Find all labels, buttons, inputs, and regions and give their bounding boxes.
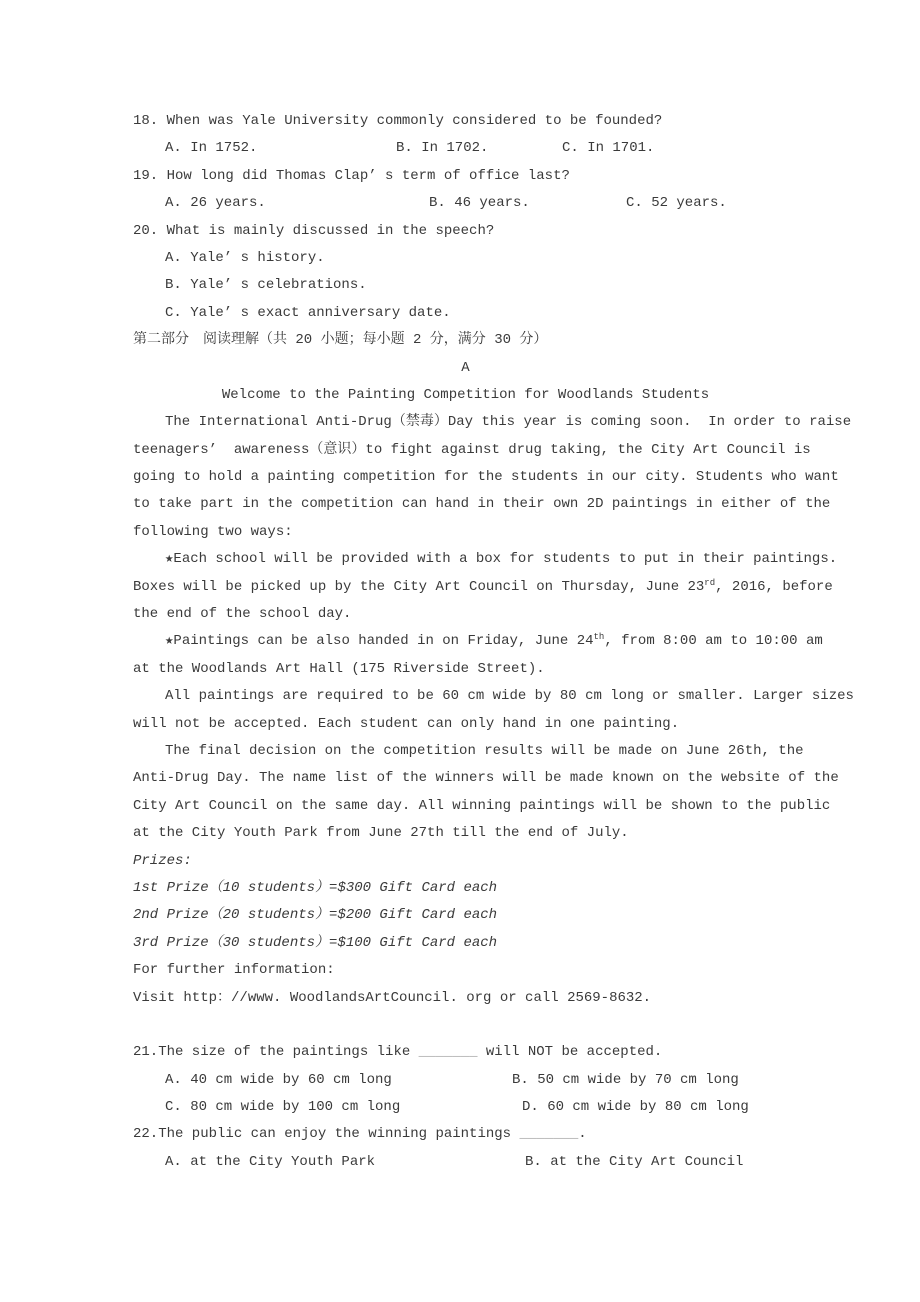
text-line: Boxes will be picked up by the City Art Council on Thursday, June 23rd, 2016, before (133, 577, 833, 595)
text-line: going to hold a painting competition for the students in our city. Students who want (133, 469, 839, 486)
option-item: B. at the City Art Council (525, 1153, 744, 1170)
text-line: ★Paintings can be also handed in on Friday, June 24th, from 8:00 am to 10:00 am (165, 632, 823, 650)
question-20-options (133, 245, 853, 327)
question-20: 20. What is mainly discussed in the speech? (133, 222, 495, 239)
option-item: B. In 1702. (396, 140, 489, 157)
option-item: C. 80 cm wide by 100 cm long (165, 1099, 401, 1116)
option-item: B. 46 years. (429, 195, 530, 212)
passage-paragraph-4 (133, 683, 853, 738)
prizes-block (133, 848, 853, 958)
option-item: A. 26 years. (165, 195, 266, 212)
passage-label: A (461, 359, 470, 376)
question-21: 21.The size of the paintings like _______ will NOT be accepted. (133, 1044, 663, 1061)
text-line: to take part in the competition can hand in their own 2D paintings in either of the (133, 496, 831, 513)
text-line: at the Woodlands Art Hall (175 Riverside Street). (133, 660, 545, 677)
text-line: 3rd Prize（30 students）=$100 Gift Card each (133, 934, 498, 951)
fill-in-blank: _______ (418, 1044, 478, 1061)
text-line: Prizes: (133, 852, 192, 869)
question-18: 18. When was Yale University commonly considered to be founded? (133, 113, 663, 129)
question-19: 19. How long did Thomas Clap’ s term of office last? (133, 167, 570, 184)
passage-paragraph-2 (133, 546, 853, 628)
question-22: 22.The public can enjoy the winning paintings _______. (133, 1126, 587, 1143)
text-line: 2nd Prize（20 students）=$200 Gift Card each (133, 907, 498, 924)
fill-in-blank: _______ (519, 1126, 579, 1143)
text-column (133, 108, 853, 1176)
passage-paragraph-1 (133, 409, 853, 546)
text-line: will not be accepted. Each student can only hand in one painting. (133, 715, 680, 732)
option-item: B. Yale’ s celebrations. (165, 277, 367, 294)
text-line: ★Each school will be provided with a box for students to put in their paintings. (165, 551, 838, 568)
option-item: A. at the City Youth Park (165, 1153, 376, 1170)
option-item: C. In 1701. (562, 140, 655, 157)
text-line: following two ways: (133, 523, 293, 540)
question-21-options-row-1 (133, 1067, 853, 1094)
option-item: A. 40 cm wide by 60 cm long (165, 1071, 392, 1088)
option-item: A. Yale’ s history. (165, 249, 325, 266)
text-line: All paintings are required to be 60 cm wide by 80 cm long or smaller. Larger sizes (165, 688, 854, 705)
ordinal-superscript: rd (704, 577, 716, 588)
option-item: A. In 1752. (165, 140, 258, 157)
option-item: D. 60 cm wide by 80 cm long (522, 1099, 749, 1116)
ordinal-superscript: th (593, 632, 605, 643)
text-line: the end of the school day. (133, 606, 352, 623)
question-21-options-row-2 (133, 1094, 853, 1121)
blank-line-spacer (133, 1012, 853, 1039)
option-item: B. 50 cm wide by 70 cm long (512, 1071, 739, 1088)
text-line: The final decision on the competition results will be made on June 26th, the (165, 742, 804, 759)
text-line: The International Anti-Drug（禁毒）Day this year is coming soon. In order to raise (165, 414, 852, 431)
text-line: For further information: (133, 962, 335, 979)
question-18-options (133, 135, 853, 162)
text-line: Anti-Drug Day. The name list of the winners will be made known on the website of the (133, 770, 839, 787)
question-22-options-row-1 (133, 1149, 853, 1176)
text-line: City Art Council on the same day. All winning paintings will be shown to the public (133, 797, 831, 814)
question-19-options (133, 190, 853, 217)
text-line: teenagers’ awareness（意识）to fight against drug taking, the City Art Council is (133, 441, 811, 458)
text-line: at the City Youth Park from June 27th till the end of July. (133, 825, 629, 842)
section-header: 第二部分 阅读理解（共 20 小题；每小题 2 分，满分 30 分） (133, 332, 548, 349)
text-line: Visit http：//www. WoodlandsArtCouncil. org or call 2569-8632. (133, 989, 652, 1006)
passage-title: Welcome to the Painting Competition for Woodlands Students (221, 386, 710, 403)
passage-paragraph-5 (133, 738, 853, 848)
text-line: 1st Prize（10 students）=$300 Gift Card each (133, 879, 498, 896)
further-information-block (133, 957, 853, 1012)
option-item: C. 52 years. (626, 195, 727, 212)
option-item: C. Yale’ s exact anniversary date. (165, 304, 451, 321)
passage-paragraph-3 (133, 628, 853, 683)
